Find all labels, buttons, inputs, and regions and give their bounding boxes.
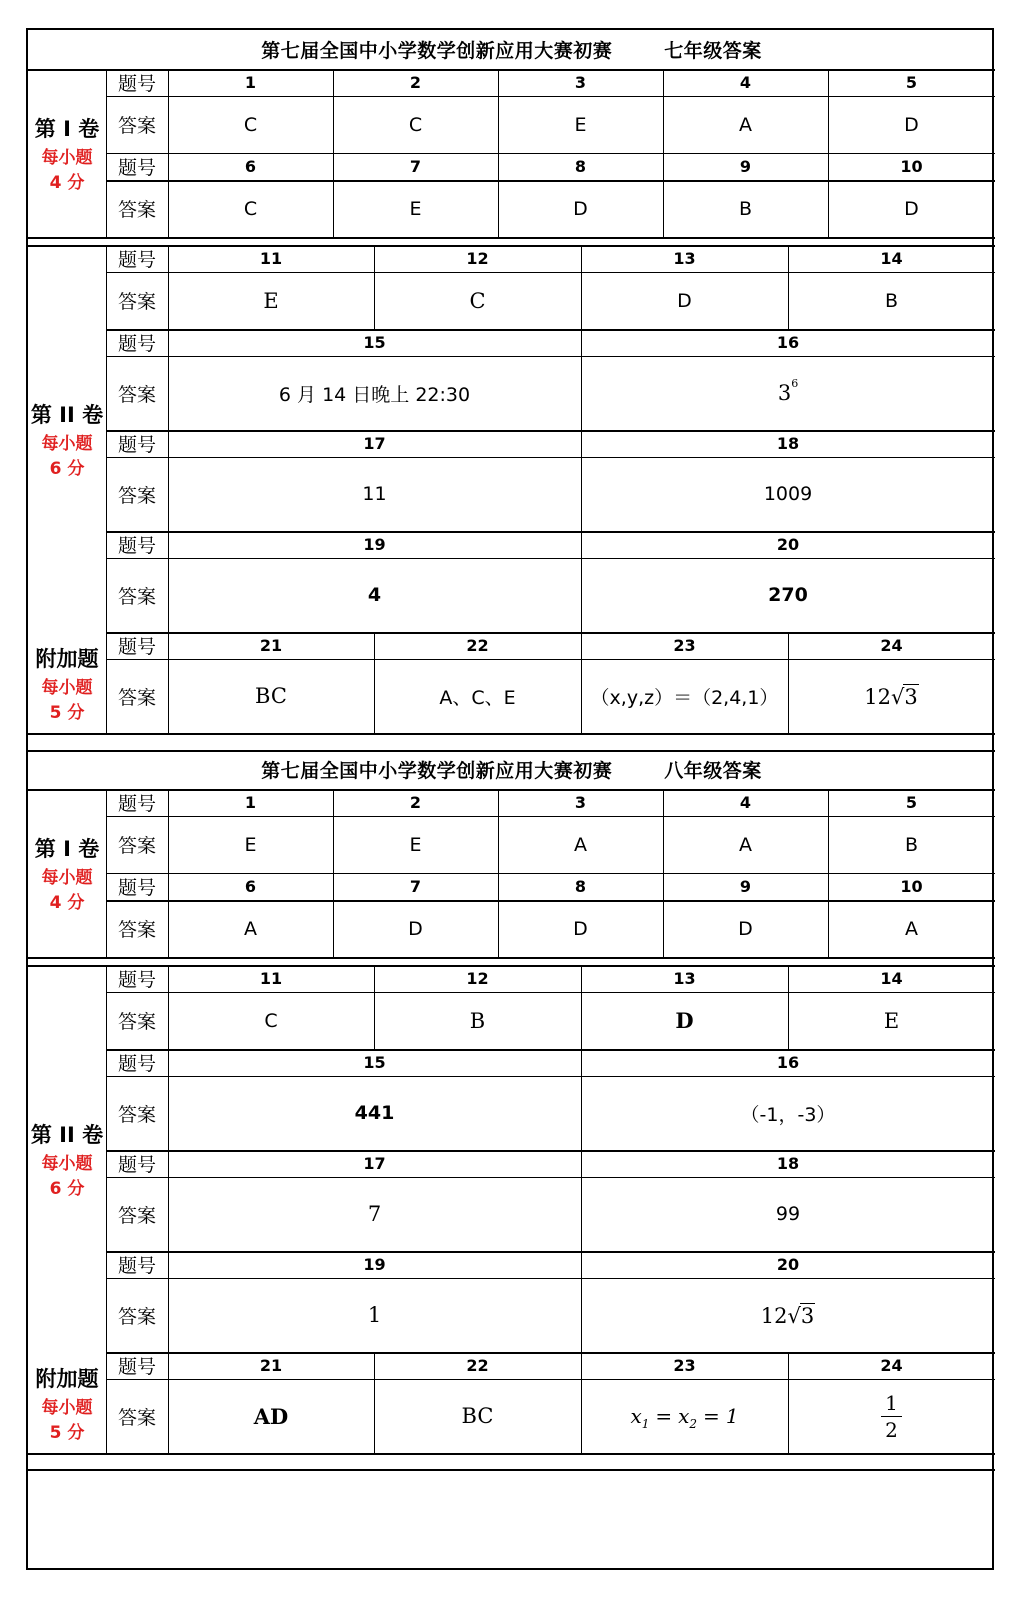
question-number: 3 <box>574 793 587 812</box>
answer-value: A <box>739 833 752 856</box>
question-number: 9 <box>739 157 752 176</box>
question-number: 11 <box>259 249 283 268</box>
answer-value: D <box>677 289 692 312</box>
answer-sheet <box>26 28 994 1570</box>
answer-value: A <box>739 113 752 136</box>
section-points-note: 每小题 <box>41 677 93 698</box>
answer-value: C <box>243 197 258 220</box>
section-name: 第 II 卷 <box>30 1122 104 1147</box>
table-rule <box>106 245 107 632</box>
answer-value: AD <box>253 1403 289 1429</box>
question-number: 12 <box>466 969 489 988</box>
question-number: 24 <box>880 636 903 655</box>
sqrt-symbol <box>787 1303 815 1328</box>
answer-label: 答案 <box>117 835 156 857</box>
question-number: 17 <box>363 1154 386 1173</box>
section-label <box>28 69 106 237</box>
answer-value: E <box>263 288 279 313</box>
answer-label: 答案 <box>117 686 156 709</box>
question-number-label: 题号 <box>117 333 156 355</box>
question-number: 13 <box>673 969 696 988</box>
answer-value: E <box>409 197 422 220</box>
answer-value: 4 <box>367 584 382 606</box>
answer-label: 答案 <box>117 199 156 221</box>
section-points: 4 分 <box>49 173 85 193</box>
question-number: 19 <box>363 535 386 554</box>
question-number: 1 <box>244 793 257 812</box>
answer-value: E <box>883 1008 900 1033</box>
table-rule <box>28 957 995 959</box>
question-number: 5 <box>905 73 918 92</box>
table-rule <box>168 245 169 632</box>
section-points-note: 每小题 <box>41 868 93 888</box>
question-number: 9 <box>739 877 752 896</box>
section-points: 6 分 <box>49 1178 85 1199</box>
answer-value: B <box>469 1008 486 1033</box>
question-number-label: 题号 <box>117 793 156 815</box>
table-rule <box>106 965 107 1352</box>
answer-label: 答案 <box>117 1103 156 1126</box>
answer-value: D <box>573 197 588 220</box>
answer-value: A <box>244 917 257 940</box>
question-number: 4 <box>739 793 752 812</box>
question-number: 2 <box>409 793 422 812</box>
radical-expression <box>761 1303 816 1328</box>
question-number: 14 <box>880 969 903 988</box>
answer-value: 1 <box>367 1303 382 1327</box>
subscript: 2 <box>689 1417 698 1431</box>
answer-value: B <box>884 289 899 312</box>
answer-value: C <box>243 113 258 136</box>
radical-expression <box>864 684 919 709</box>
radicand: 3 <box>800 1303 815 1328</box>
answer-value <box>581 1379 788 1453</box>
section-name: 第 I 卷 <box>34 837 100 861</box>
question-number: 7 <box>409 157 422 176</box>
question-number-label: 题号 <box>117 157 156 179</box>
answer-value: D <box>738 917 753 940</box>
table-rule <box>28 1453 995 1455</box>
question-number: 17 <box>363 434 386 453</box>
fraction <box>881 1390 902 1443</box>
question-number-label: 题号 <box>117 636 156 658</box>
answer-label: 答案 <box>117 383 156 406</box>
answer-value: BC <box>255 684 287 708</box>
answer-value: B <box>738 197 753 220</box>
answer-value: D <box>904 197 919 220</box>
section-label <box>28 789 106 957</box>
answer-value: E <box>409 833 422 856</box>
answer-value: 11 <box>362 483 387 505</box>
section-points-note: 每小题 <box>41 1153 93 1174</box>
answer-value: B <box>904 833 919 856</box>
equals-sign: = <box>703 1404 720 1428</box>
question-number: 23 <box>673 636 696 655</box>
question-number-label: 题号 <box>117 1154 156 1176</box>
radical-sign: √ <box>890 684 905 709</box>
answer-label: 答案 <box>117 484 156 507</box>
variable: x <box>678 1404 690 1428</box>
section-label <box>28 632 106 733</box>
answer-value: D <box>675 1008 694 1033</box>
question-number: 6 <box>244 877 257 896</box>
question-number-label: 题号 <box>117 1356 156 1378</box>
question-number: 21 <box>259 1356 283 1375</box>
answer-label: 答案 <box>117 291 156 313</box>
section-points-note: 每小题 <box>41 433 93 454</box>
answer-label: 答案 <box>117 1011 156 1033</box>
radical-coefficient: 12 <box>864 684 891 709</box>
answer-value: C <box>408 113 423 136</box>
answer-label: 答案 <box>117 1305 156 1328</box>
answer-value <box>788 1379 995 1453</box>
question-number: 24 <box>880 1356 903 1375</box>
answer-label: 答案 <box>117 1406 156 1429</box>
question-number-label: 题号 <box>117 249 156 271</box>
section-points-note: 每小题 <box>41 148 93 168</box>
answer-value: D <box>573 917 588 940</box>
question-number: 4 <box>739 73 752 92</box>
question-number: 8 <box>574 877 587 896</box>
answer-value <box>788 659 995 733</box>
subscript: 1 <box>641 1417 650 1431</box>
answer-value: 1009 <box>763 483 813 505</box>
table-rule <box>168 965 169 1352</box>
answer-value: （x,y,z）＝（2,4,1） <box>590 686 779 709</box>
section-name: 第 I 卷 <box>34 117 100 141</box>
answer-value: A <box>574 833 587 856</box>
grade-label: 八年级答案 <box>664 760 762 782</box>
answer-value: 270 <box>768 584 808 606</box>
section-name: 附加题 <box>35 646 99 671</box>
table-rule <box>28 237 995 239</box>
answer-value: D <box>408 917 423 940</box>
answer-value: A、C、E <box>439 686 516 709</box>
answer-value: （-1，-3） <box>740 1103 836 1126</box>
question-number: 23 <box>673 1356 696 1375</box>
question-number-label: 题号 <box>117 434 156 456</box>
question-number: 3 <box>574 73 587 92</box>
answer-value: D <box>904 113 919 136</box>
question-number: 1 <box>244 73 257 92</box>
section-name: 附加题 <box>35 1366 99 1391</box>
question-number: 20 <box>776 535 800 554</box>
answer-value: A <box>905 917 918 940</box>
section-name: 第 II 卷 <box>30 402 104 427</box>
radical-coefficient: 12 <box>760 1303 788 1328</box>
question-number: 2 <box>409 73 422 92</box>
question-number: 12 <box>466 249 489 268</box>
question-number: 16 <box>776 333 800 352</box>
contest-title: 第七届全国中小学数学创新应用大赛初赛 <box>261 40 613 62</box>
question-number: 18 <box>776 434 800 453</box>
radical-sign: √ <box>787 1303 801 1328</box>
question-number-label: 题号 <box>117 73 156 95</box>
table-rule <box>28 1469 995 1471</box>
question-number: 13 <box>673 249 696 268</box>
numerator: 1 <box>881 1390 902 1417</box>
answer-value: 6 月 14 日晚上 22:30 <box>278 383 471 406</box>
power-base: 3 <box>777 381 792 405</box>
grade-label: 七年级答案 <box>664 40 762 62</box>
question-number-label: 题号 <box>117 877 156 899</box>
answer-value: 99 <box>775 1203 801 1225</box>
question-number: 20 <box>776 1255 800 1274</box>
question-number: 22 <box>466 636 489 655</box>
question-number: 18 <box>776 1154 800 1173</box>
question-number-label: 题号 <box>117 969 156 991</box>
section-points: 5 分 <box>49 702 85 723</box>
answer-value <box>581 356 995 430</box>
answer-label: 答案 <box>117 919 156 941</box>
answer-value: C <box>264 1009 278 1032</box>
section-label <box>28 1352 106 1453</box>
section-points: 6 分 <box>49 458 85 479</box>
question-number: 8 <box>574 157 587 176</box>
question-number: 22 <box>466 1356 489 1375</box>
question-number-label: 题号 <box>117 535 156 557</box>
answer-value: E <box>574 113 587 136</box>
table-rule <box>28 733 995 735</box>
question-number: 21 <box>259 636 283 655</box>
equation <box>630 1404 739 1431</box>
power-exponent: 6 <box>791 376 799 390</box>
section-label <box>28 245 106 632</box>
denominator: 2 <box>885 1417 898 1442</box>
answer-value: 441 <box>354 1102 395 1124</box>
question-number: 14 <box>880 249 903 268</box>
answer-value <box>581 1278 995 1352</box>
answer-value: E <box>244 833 257 856</box>
section-points: 4 分 <box>49 893 85 913</box>
section-label <box>28 965 106 1352</box>
question-number-label: 题号 <box>117 1053 156 1075</box>
section-points-note: 每小题 <box>41 1397 93 1418</box>
question-number: 10 <box>900 157 923 176</box>
answer-value: BC <box>461 1404 494 1428</box>
question-number: 19 <box>363 1255 386 1274</box>
answer-value: C <box>469 288 486 313</box>
question-number: 16 <box>776 1053 800 1072</box>
contest-title: 第七届全国中小学数学创新应用大赛初赛 <box>261 760 613 782</box>
equals-sign: = <box>655 1404 673 1428</box>
question-number: 10 <box>900 877 923 896</box>
question-number: 7 <box>409 877 422 896</box>
value: 1 <box>725 1404 739 1428</box>
answer-label: 答案 <box>117 1204 156 1227</box>
answer-value: 7 <box>367 1202 382 1226</box>
question-number: 5 <box>905 793 918 812</box>
radicand: 3 <box>904 684 918 709</box>
question-number: 15 <box>363 333 386 352</box>
answer-label: 答案 <box>117 585 156 608</box>
question-number: 15 <box>363 1053 386 1072</box>
section-title <box>28 30 995 69</box>
question-number-label: 题号 <box>117 1255 156 1277</box>
answer-label: 答案 <box>117 115 156 137</box>
section-points: 5 分 <box>49 1422 85 1443</box>
question-number: 6 <box>244 157 257 176</box>
variable: x <box>630 1404 642 1428</box>
section-title <box>28 750 995 789</box>
sqrt-symbol <box>891 684 919 709</box>
question-number: 11 <box>259 969 283 988</box>
